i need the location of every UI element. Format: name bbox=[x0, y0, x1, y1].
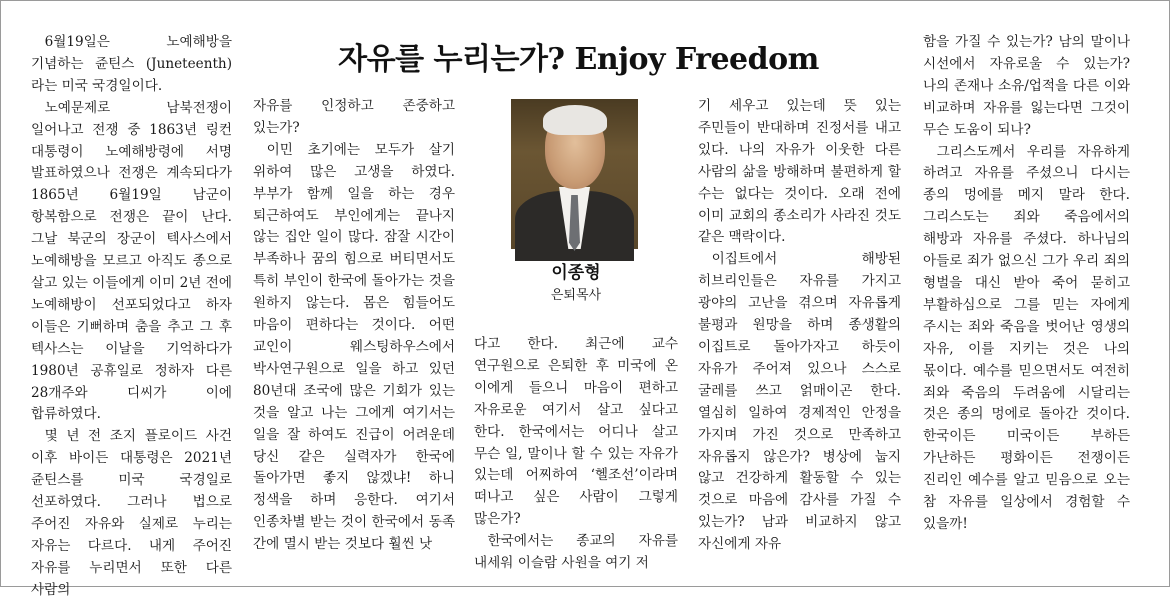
paragraph: 몇 년 전 조지 플로이드 사건 이후 바이든 대통령은 2021년 쥰틴스를 미국 국경일로 선포하였다. 그러나 법으로 주어진 자유와 실제로 누리는 자유는 다르다. 내게 주어진 자유를 누리면서 또한 다른 사람의 bbox=[31, 428, 232, 598]
paragraph: 함을 가질 수 있는가? 남의 말이나 시선에서 자유로울 수 있는가? 나의 존재나 소유/업적을 다른 이와 비교하며 자유를 잃는다면 그것이 무슨 도움이 되나? bbox=[923, 34, 1130, 138]
text-column-2 bbox=[253, 96, 455, 586]
author-name: 이종형 bbox=[551, 263, 601, 283]
text-column-4 bbox=[698, 96, 901, 586]
paragraph: 이민 초기에는 모두가 살기 위하여 많은 고생을 하였다. 부부가 함께 일을 하는 경우 퇴근하여도 부인에게는 끝나지 않는 집안 일이 많다. 잠잘 시간이 부족하나 꿈의 힘으로 버티면서도 특히 부인이 한국에 돌아가는 것을 원하지 않는다. 몸은 힘들어도 마음이 편하다는 것이다. 어떤 교인이 웨스팅하우스에서 박사연구원으로 일을 하고 있던 80년대 조국에 많은 기회가 있는 것을 알고 나는 그에게 여기서는 일을 잘 하여도 진급이 어려운데 당신 같은 실력자가 한국에 돌아가면 좋지 않겠냐! 하니 정색을 하며 응한다. 여기서 인종차별 받는 것이 한국에서 동족 간에 멸시 받는 것보다 훨씬 낫 bbox=[253, 141, 455, 553]
paragraph: 노예문제로 남북전쟁이 일어나고 전쟁 중 1863년 링컨 대통령이 노예해방령에 서명 발표하였으나 전쟁은 계속되다가 1865년 6월19일 남군이 항복함으로 전쟁은 끝이 난다. 그날 북군의 장군이 텍사스에서 노예해방을 모르고 아직도 종으로 살고 있는 이들에게 이미 2년 전에 노예해방이 선포되었다고 하자 이들은 기뻐하며 춤을 추고 그 후 텍사스는 이날을 기억하다가 1980년 공휴일로 정하자 다른 28개주와 디씨가 이에 합류하였다. bbox=[31, 99, 232, 423]
paragraph: 이집트에서 해방된 히브리인들은 자유를 가지고 광야의 고난을 겪으며 자유롭게 불평과 원망을 하며 종생활의 이집트로 돌아가자고 하듯이 자유가 주어져 있으나 스스로 굴레를 쓰고 얽매이곤 한다. 열심히 일하여 경제적인 안정을 가지며 가진 것으로 만족하고 자유롭지 않은가? 병상에 눕지 않고 건강하게 활동할 수 있는 것으로 마음에 감사를 가질 수 있는가? 남과 비교하지 않고 자신에게 자유 bbox=[698, 251, 901, 553]
paragraph: 6월19일은 노예해방을 기념하는 쥰틴스 (Juneteenth)라는 미국 국경일이다. bbox=[31, 34, 232, 94]
text-column-3 bbox=[474, 334, 678, 586]
text-column-1 bbox=[31, 32, 232, 598]
article-title: 자유를 누리는가? Enjoy Freedom bbox=[338, 42, 819, 77]
paragraph: 그리스도께서 우리를 자유하게 하려고 자유를 주셨으니 다시는 종의 멍에를 메지 말라 한다. 그리스도는 죄와 죽음에서의 해방과 자유를 주셨다. 하나님의 아들로 죄가 없으신 그가 우리 죄의 형벌을 대신 받아 죽어 묻히고 부활하심으로 그를 믿는 자에게 주시는 죄와 죽음을 벗어난 영생의 자유, 이를 지키는 것은 나의 몫이다. 예수를 믿으면서도 여전히 죄와 죽음의 두려움에 시달리는 것은 종의 멍에로 돌아간 것이다. 한국이든 미국이든 부하든 가난하든 평화이든 전쟁이든 진리인 예수를 알고 믿음으로 오는 참 자유를 일상에서 경험할 수 있을까! bbox=[923, 143, 1130, 532]
paragraph: 한국에서는 종교의 자유를 내세워 이슬람 사원을 여기 저 bbox=[474, 533, 678, 572]
paragraph: 자유를 인정하고 존중하고 있는가? bbox=[253, 98, 455, 136]
paragraph: 기 세우고 있는데 뜻 있는 주민들이 반대하며 진정서를 내고 있다. 나의 자유가 이웃한 다른 사람의 삶을 방해하며 불편하게 할 수는 없다는 것이다. 오래 전에 이미 교회의 종소리가 사라진 것도 같은 맥락이다. bbox=[698, 98, 901, 246]
text-column-5 bbox=[923, 32, 1130, 586]
author-role: 은퇴목사 bbox=[550, 288, 602, 303]
author-photo bbox=[511, 99, 638, 249]
paragraph: 다고 한다. 최근에 교수 연구원으로 은퇴한 후 미국에 온 이에게 들으니 마음이 편하고 자유로운 여기서 살고 싶다고 한다. 한국에서는 어디나 살고 무슨 일, 말이나 할 수 있는 자유가 있는데 어찌하여 ‘헬조선’이라며 떠나고 싶은 사람이 그렇게 많은가? bbox=[474, 336, 678, 528]
